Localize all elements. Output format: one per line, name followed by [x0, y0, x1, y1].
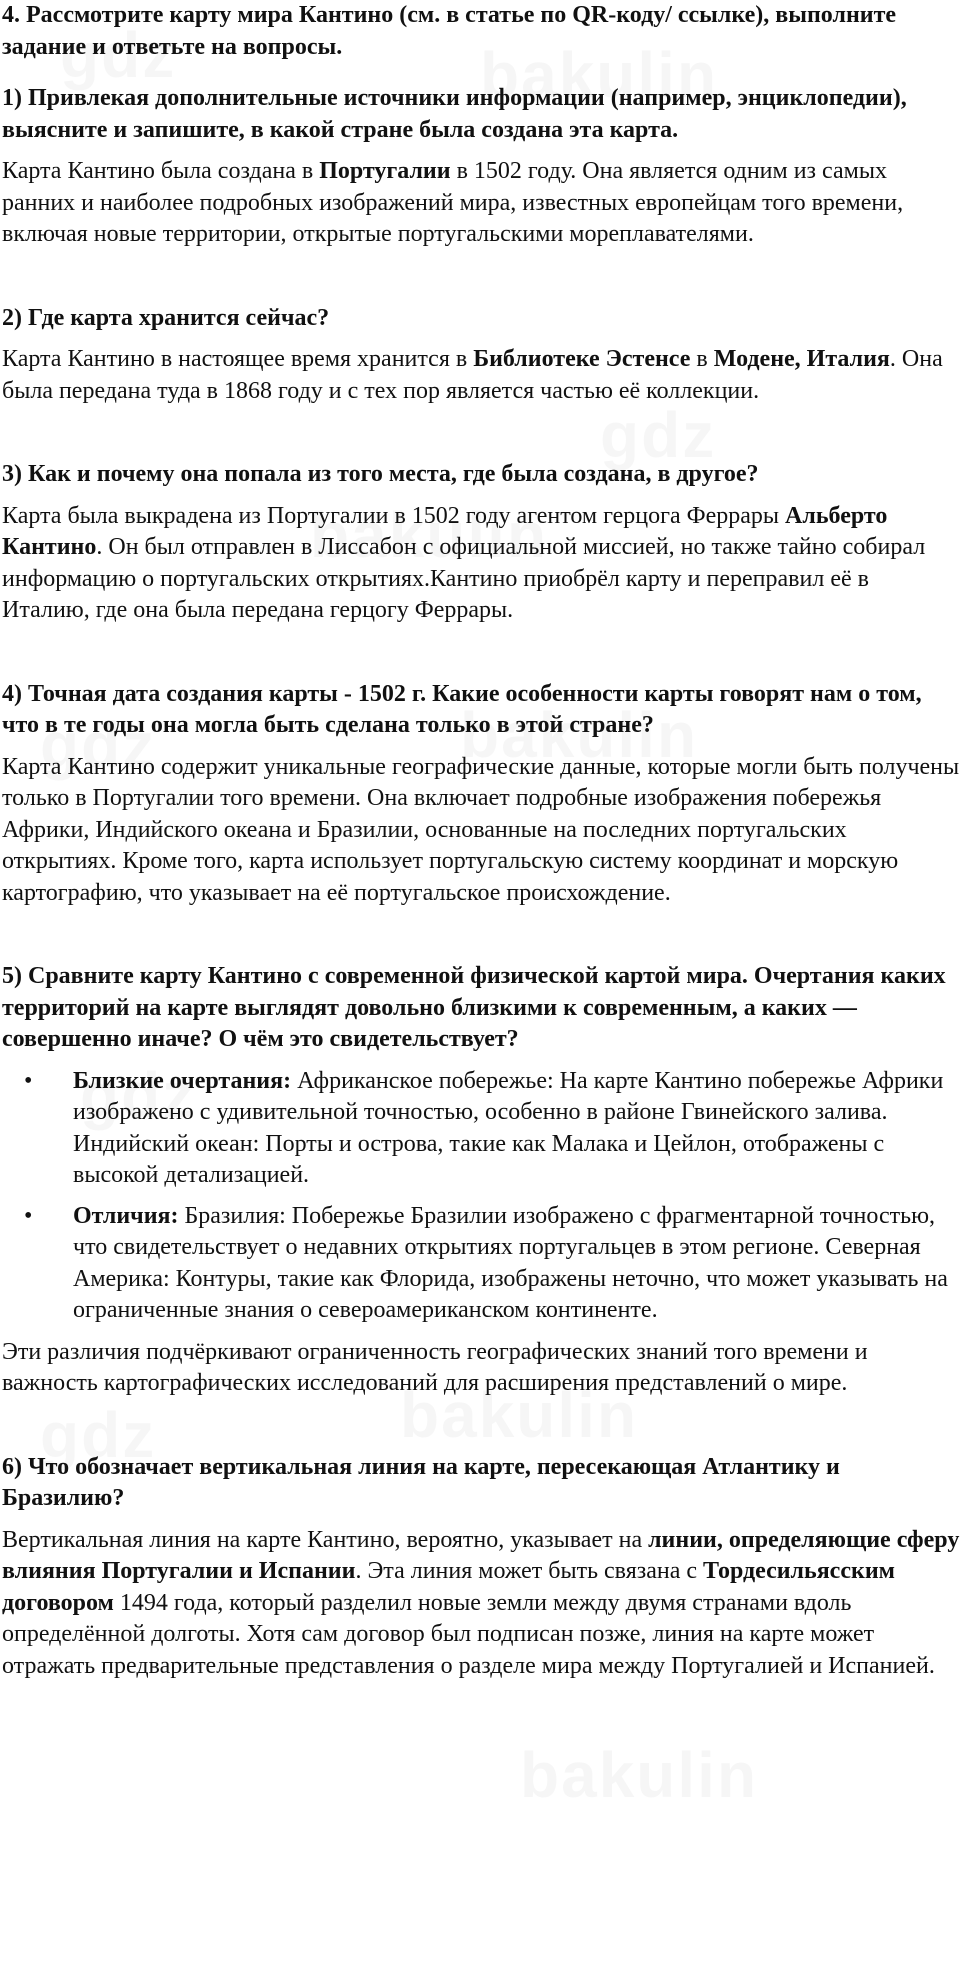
watermark-text: [520, 1760, 758, 1792]
answer-1-highlight: Португалии: [319, 158, 451, 184]
question-2-section: [2, 303, 961, 408]
question-5-heading: 5) Сравните карту Кантино с современной физической картой мира. Очертания каких территорий на карте выглядят довольно близкими к современным, а каких — совершенно иначе? О чём это свидетельствует?: [2, 963, 946, 1052]
answer-3-text: Карта была выкрадена из Португалии в 1502 году агентом герцога Феррары Альберто Кантино. Он был отправлен в Лиссабон с официальной миссией, но также тайно собирал информацию о португальских открытиях.Кантино приобрёл карту и переправил её в Италию, где она была передана герцогу Феррары.: [2, 502, 926, 623]
bullet-icon: •: [24, 1067, 33, 1094]
list-item: [2, 1201, 961, 1327]
list-item-text: Африканское побережье: На карте Кантино побережье Африки изображено с удивительной точностью, особенно в районе Гвинейского залива. Индийский океан: Порты и острова, такие как Малака и Цейлон, отображены с высокой детализацией.: [73, 1067, 944, 1188]
list-item-label: Близкие очертания:: [73, 1067, 292, 1094]
answer-5-conclusion: Эти различия подчёркивают ограниченность географических знаний того времени и важность картографических исследований для расширения представлений о мире.: [2, 1338, 868, 1396]
question-3-section: [2, 459, 961, 627]
answer-2-highlight-city: Модене, Италия: [713, 346, 890, 372]
question-3-heading: 3) Как и почему она попала из того места, где была создана, в другое?: [2, 461, 759, 487]
answer-6-highlight-lines: линии, определяющие сферу влияния Португалии и Испании: [2, 1526, 960, 1584]
question-1-heading: 1) Привлекая дополнительные источники информации (например, энциклопедии), выясните и запишите, в какой стране была создана эта карта.: [2, 85, 907, 143]
answer-3-highlight: Альберто Кантино: [2, 502, 888, 560]
answer-1-text: Карта Кантино была создана в Португалии в 1502 году. Она является одним из самых ранних и наиболее подробных изображений мира, известных европейцам того времени, включая новые территории, открытые португальскими мореплавателями.: [2, 158, 904, 247]
question-6-section: [2, 1452, 961, 1683]
question-4-heading: 4) Точная дата создания карты - 1502 г. Какие особенности карты говорят нам о том, что в те годы она могла быть сделана только в этой стране?: [2, 680, 922, 738]
answer-4-text: Карта Кантино содержит уникальные географические данные, которые могли быть получены только в Португалии того времени. Она включает подробные изображения побережья Африки, Индийского океана и Бразилии, основанные на последних португальских открытиях. Кроме того, карта использует португальскую систему координат и морскую картографию, что указывает на её португальское происхождение.: [2, 753, 960, 906]
question-5-section: [2, 961, 961, 1400]
list-item: [2, 1066, 961, 1192]
question-2-heading: 2) Где карта хранится сейчас?: [2, 304, 330, 331]
list-item-label: Отличия:: [73, 1202, 179, 1229]
answer-2-text: Карта Кантино в настоящее время хранится в Библиотеке Эстенсе в Модене, Италия. Она была передана туда в 1868 году и с тех пор является частью её коллекции.: [2, 346, 943, 404]
answer-2-highlight-library: Библиотеке Эстенсе: [473, 346, 691, 372]
comparison-list: [2, 1066, 961, 1327]
question-6-heading: 6) Что обозначает вертикальная линия на карте, пересекающая Атлантику и Бразилию?: [2, 1453, 840, 1511]
question-4-section: [2, 679, 961, 910]
list-item-text: Бразилия: Побережье Бразилии изображено с фрагментарной точностью, что свидетельствует о недавних открытиях португальцев в этом регионе. Северная Америка: Контуры, такие как Флорида, изображены неточно, что может указывать на ограниченные знания о североамериканском континенте.: [73, 1202, 948, 1323]
task-title: 4. Рассмотрите карту мира Кантино (см. в статье по QR-коду/ ссылке), выполните задание и ответьте на вопросы.: [2, 2, 897, 60]
question-1-section: [2, 83, 961, 251]
bullet-icon: •: [24, 1202, 33, 1229]
answer-6-highlight-treaty: Тордесильясским договором: [2, 1558, 895, 1616]
answer-6-text: Вертикальная линия на карте Кантино, вероятно, указывает на линии, определяющие сферу влияния Португалии и Испании. Эта линия может быть связана с Тордесильясским договором 1494 года, который разделил новые земли между двумя странами вдоль определённой долготы. Хотя сам договор был подписан позже, линия на карте может отражать предварительные представления о разделе мира между Португалией и Испанией.: [2, 1526, 960, 1679]
